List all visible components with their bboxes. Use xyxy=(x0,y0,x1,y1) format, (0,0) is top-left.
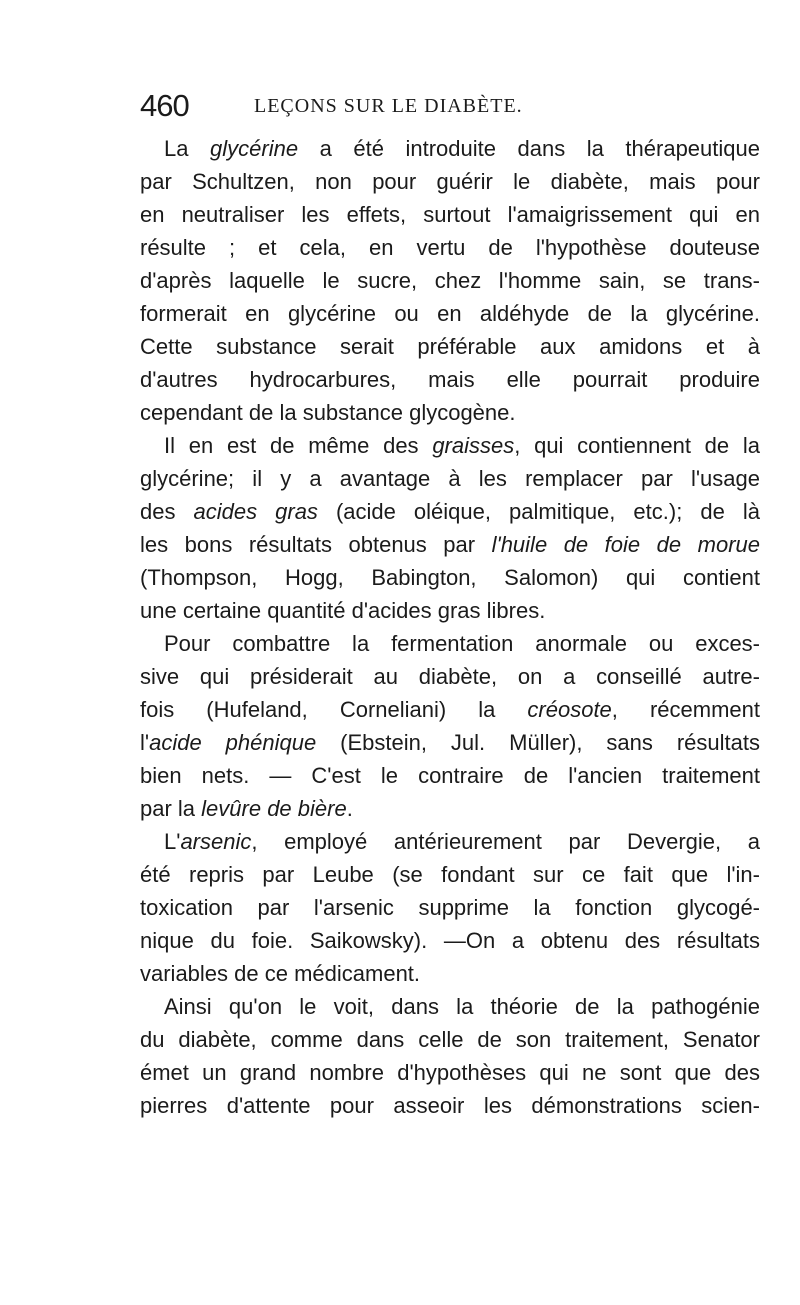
text-run: été repris par Leube (se fondant sur ce fait que l'in- xyxy=(140,862,760,887)
text-run: , employé antérieurement par Devergie, a xyxy=(251,829,760,854)
text-run: Pour combattre la fermentation anormale ou exces- xyxy=(164,631,760,656)
italic-term: créosote xyxy=(527,697,612,722)
text-run: , récemment xyxy=(611,697,760,722)
text-line xyxy=(140,693,760,726)
text-run: (Ebstein, Jul. Müller), sans résultats xyxy=(316,730,760,755)
text-line xyxy=(140,792,760,825)
text-run: sive qui présiderait au diabète, on a conseillé autre- xyxy=(140,664,760,689)
text-line xyxy=(140,132,760,165)
text-line xyxy=(140,759,760,792)
italic-term: graisses xyxy=(432,433,515,458)
text-line xyxy=(140,858,760,891)
page-number: 460 xyxy=(140,88,189,123)
text-line xyxy=(140,1089,760,1122)
text-run: Ainsi qu'on le voit, dans la théorie de la pathogénie xyxy=(164,994,760,1019)
text-line xyxy=(140,957,760,990)
paragraph xyxy=(140,429,760,627)
text-run: une certaine quantité d'acides gras libres. xyxy=(140,598,546,623)
text-line xyxy=(140,891,760,924)
text-run: L' xyxy=(164,829,181,854)
text-run: résulte ; et cela, en vertu de l'hypothèse douteuse xyxy=(140,235,760,260)
text-run: émet un grand nombre d'hypothèses qui ne sont que des xyxy=(140,1060,760,1085)
paragraph xyxy=(140,132,760,429)
text-run: par Schultzen, non pour guérir le diabète, mais pour xyxy=(140,169,760,194)
text-line xyxy=(140,495,760,528)
text-run: Il en est de même des xyxy=(164,433,433,458)
text-line xyxy=(140,594,760,627)
paragraph xyxy=(140,825,760,990)
text-line xyxy=(140,231,760,264)
italic-term: acide phénique xyxy=(149,730,317,755)
text-run: a été introduite dans la thérapeutique xyxy=(298,136,760,161)
text-line xyxy=(140,165,760,198)
italic-term: arsenic xyxy=(180,829,252,854)
italic-term: acides gras xyxy=(193,499,318,524)
text-run: fois (Hufeland, Corneliani) la xyxy=(140,697,528,722)
text-run: cependant de la substance glycogène. xyxy=(140,400,516,425)
text-run: . xyxy=(346,796,353,821)
text-line xyxy=(140,462,760,495)
text-run: formerait en glycérine ou en aldéhyde de la glycérine. xyxy=(140,301,760,326)
text-run: nique du foie. Saikowsky). —On a obtenu des résultats xyxy=(140,928,760,953)
italic-term: glycérine xyxy=(210,136,299,161)
text-line xyxy=(140,1023,760,1056)
text-line xyxy=(140,924,760,957)
text-line xyxy=(140,363,760,396)
paragraph xyxy=(140,627,760,825)
text-run: Cette substance serait préférable aux amidons et à xyxy=(140,334,760,359)
italic-term: levûre de bière xyxy=(201,796,347,821)
text-line xyxy=(140,561,760,594)
text-run: , qui contiennent de la xyxy=(514,433,761,458)
text-line xyxy=(140,198,760,231)
text-run: bien nets. — C'est le contraire de l'ancien traitement xyxy=(140,763,760,788)
text-line xyxy=(140,264,760,297)
text-line xyxy=(140,396,760,429)
text-run: d'autres hydrocarbures, mais elle pourrait produire xyxy=(140,367,760,392)
text-run: par la xyxy=(140,796,202,821)
italic-term: l'huile de foie de morue xyxy=(491,532,760,557)
text-run: toxication par l'arsenic supprime la fonction glycogé- xyxy=(140,895,760,920)
text-line xyxy=(140,429,760,462)
text-run: des xyxy=(140,499,194,524)
text-line xyxy=(140,726,760,759)
text-line xyxy=(140,825,760,858)
text-line xyxy=(140,528,760,561)
text-line xyxy=(140,990,760,1023)
text-run: d'après laquelle le sucre, chez l'homme sain, se trans- xyxy=(140,268,760,293)
text-run: pierres d'attente pour asseoir les démonstrations scien- xyxy=(140,1093,760,1118)
page-header xyxy=(140,88,760,128)
text-run: en neutraliser les effets, surtout l'amaigrissement qui en xyxy=(140,202,760,227)
text-run: du diabète, comme dans celle de son traitement, Senator xyxy=(140,1027,760,1052)
paragraph xyxy=(140,990,760,1122)
text-line xyxy=(140,1056,760,1089)
text-line xyxy=(140,627,760,660)
text-run: La xyxy=(164,136,211,161)
running-title: LEÇONS SUR LE DIABÈTE. xyxy=(254,95,523,117)
text-run: (acide oléique, palmitique, etc.); de là xyxy=(317,499,760,524)
text-run: glycérine; il y a avantage à les remplacer par l'usage xyxy=(140,466,760,491)
text-run: l' xyxy=(140,730,150,755)
text-line xyxy=(140,330,760,363)
text-line xyxy=(140,660,760,693)
text-run: (Thompson, Hogg, Babington, Salomon) qui contient xyxy=(140,565,760,590)
body-text xyxy=(140,132,760,1122)
text-line xyxy=(140,297,760,330)
text-run: les bons résultats obtenus par xyxy=(140,532,492,557)
text-run: variables de ce médicament. xyxy=(140,961,421,986)
